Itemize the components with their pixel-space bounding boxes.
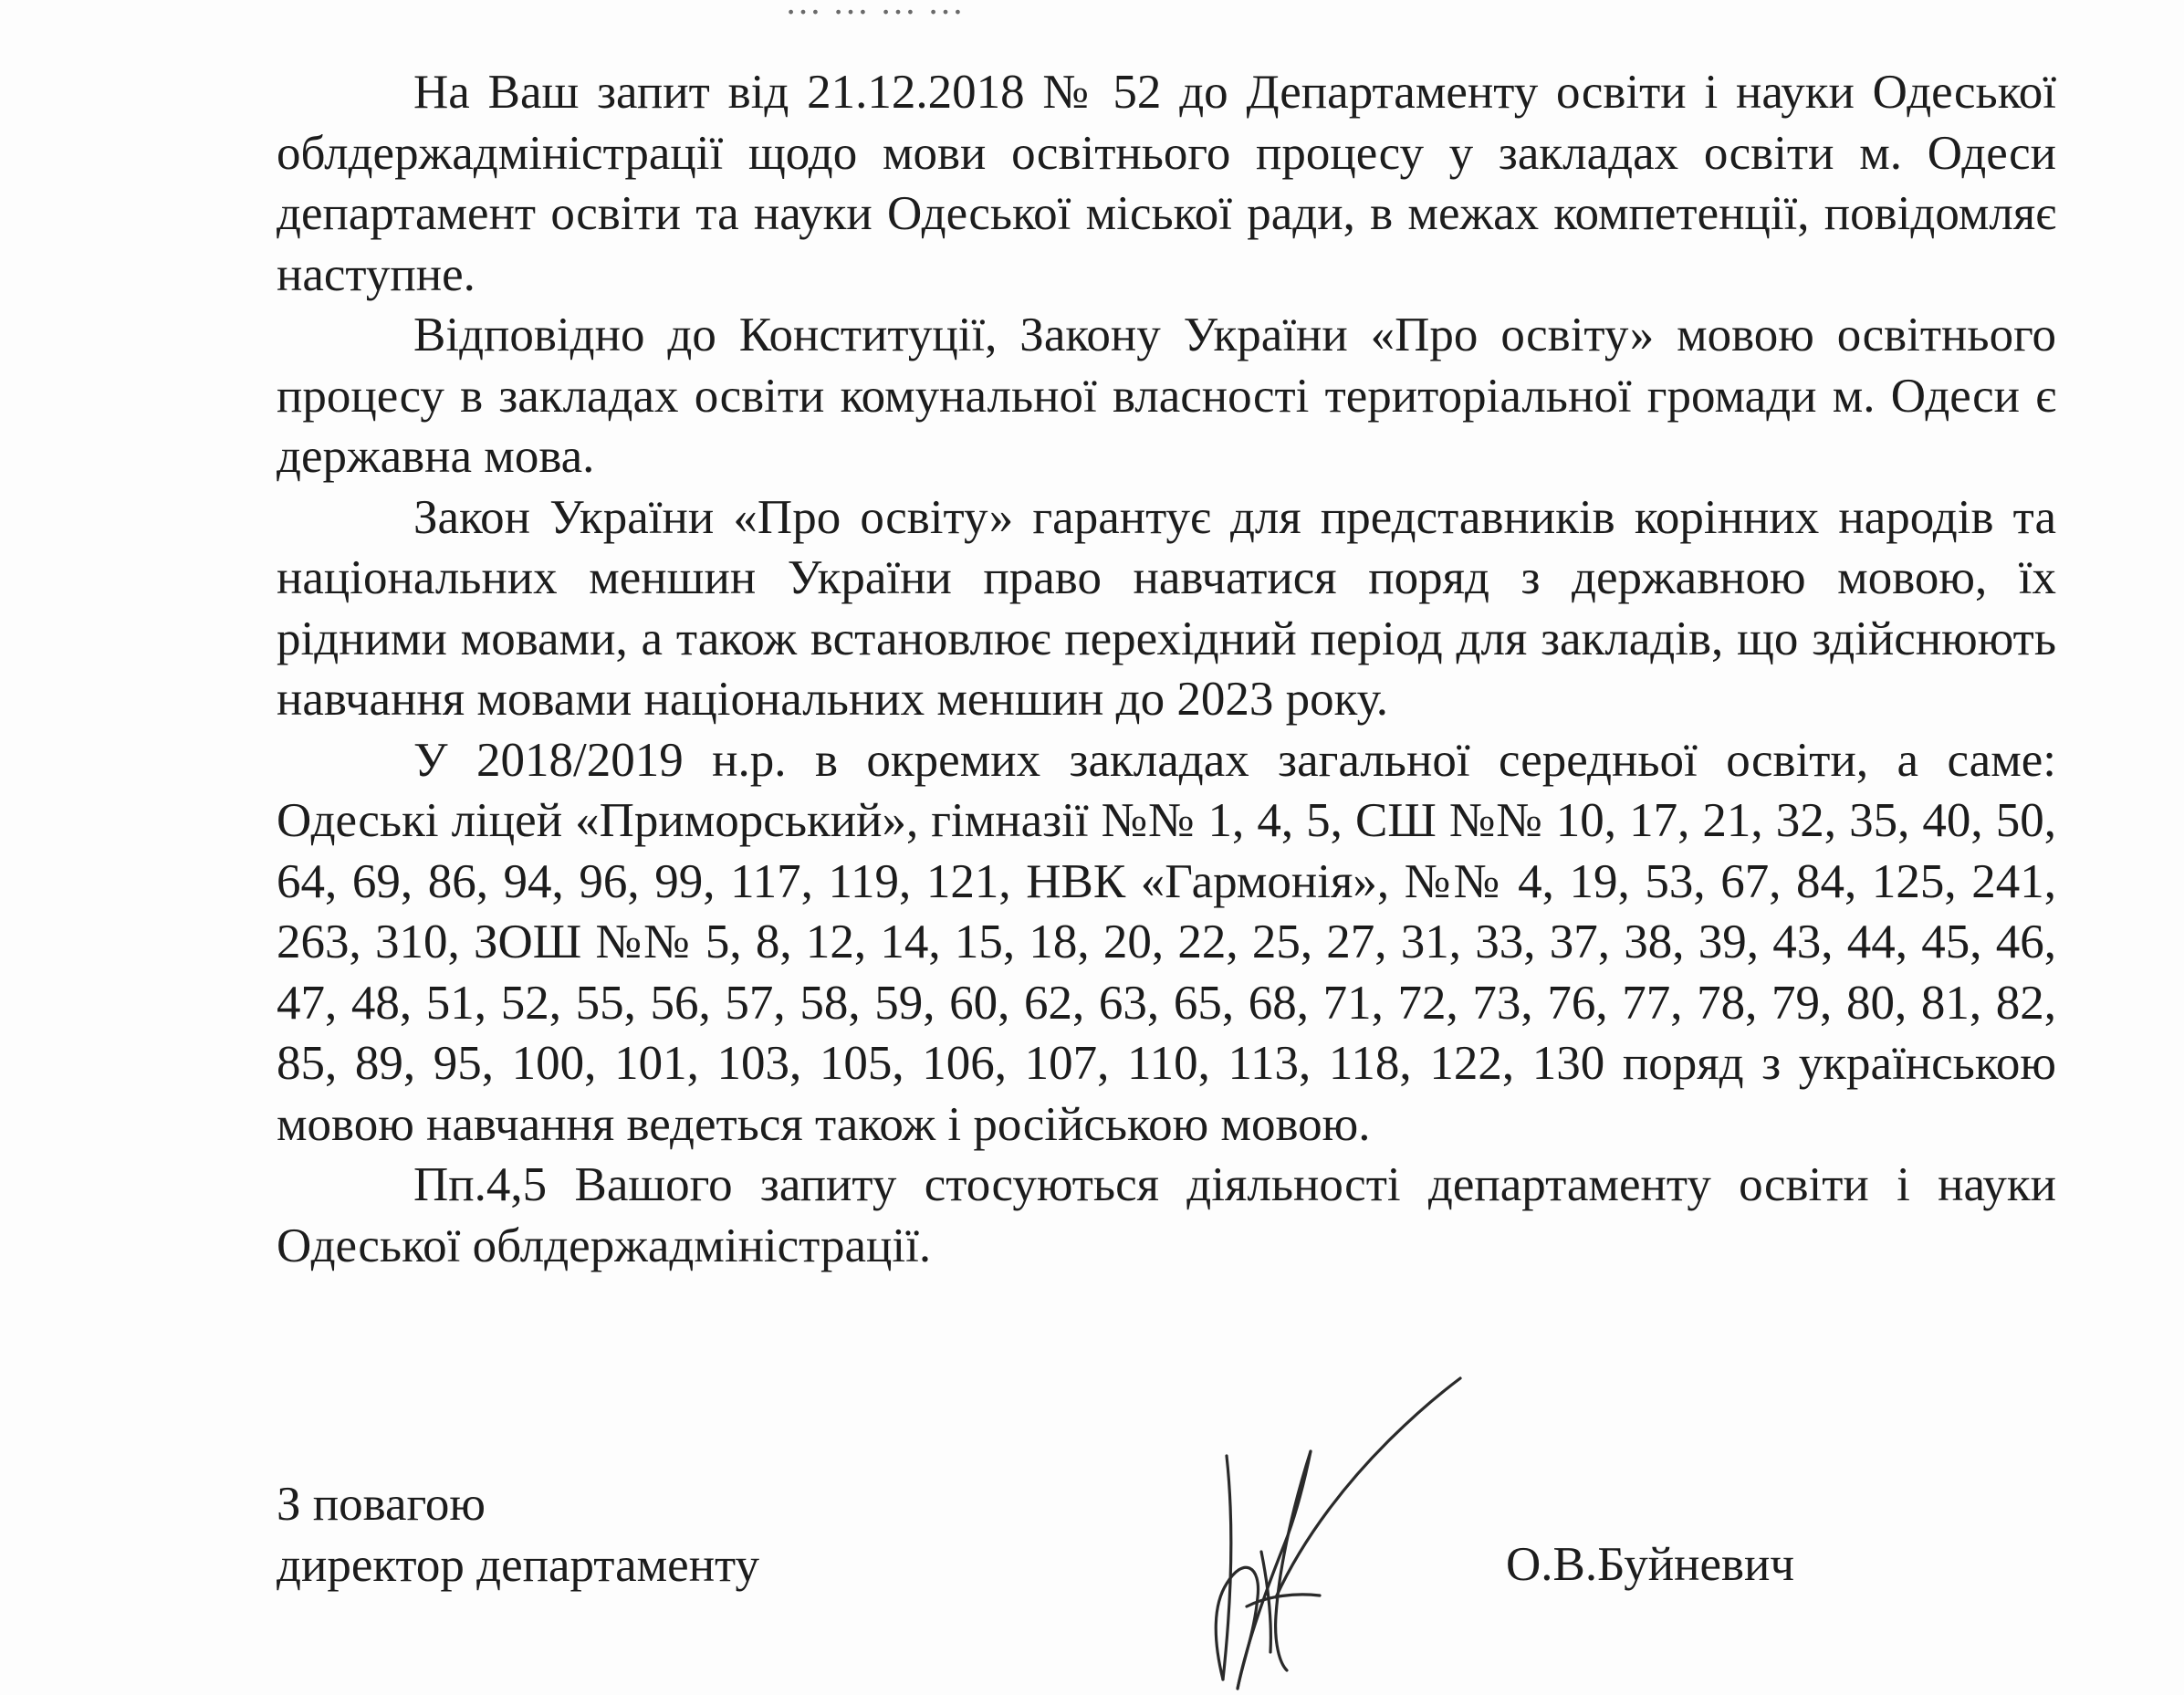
closing-position: директор департаменту <box>277 1538 760 1592</box>
paragraph-minorities-law: Закон України «Про освіту» гарантує для представників корінних народів та національних меншин України право навчатися поряд з державною мовою, їх рідними мовами, а також встановлює перехідний період для закладів, що здійснюють навчання мовами національних меншин до 2023 року. <box>277 490 2056 726</box>
paragraph-regional-department: Пп.4,5 Вашого запиту стосуються діяльності департаменту освіти і науки Одеської облдержадміністрації. <box>277 1158 2056 1272</box>
letter-body <box>277 62 2056 1276</box>
cropped-header-fragment: … … … … <box>785 0 965 22</box>
closing-regards: З повагою <box>277 1478 486 1531</box>
paragraph-request-reply: На Ваш запит від 21.12.2018 № 52 до Департаменту освіти і науки Одеської облдержадміністрації щодо мови освітнього процесу у закладах освіти м. Одеси департамент освіти та науки Одеської міської ради, в межах компетенції, повідомляє наступне. <box>277 66 2056 301</box>
paragraph-school-list: У 2018/2019 н.р. в окремих закладах загальної середньої освіти, а саме: Одеські ліцей «Приморський», гімназії №№ 1, 4, 5, СШ №№ 10, 17, 21, 32, 35, 40, 50, 64, 69, 86, 94, 96, 99, 117, 119, 121, НВК «Гармонія», №№ 4, 19, 53, 67, 84, 125, 241, 263, 310, ЗОШ №№ 5, 8, 12, 14, 15, 18, 20, 22, 25, 27, 31, 33, 37, 38, 39, 43, 44, 45, 46, 47, 48, 51, 52, 55, 56, 57, 58, 59, 60, 62, 63, 65, 68, 71, 72, 73, 76, 77, 78, 79, 80, 81, 82, 85, 89, 95, 100, 101, 103, 105, 106, 107, 110, 113, 118, 122, 130 поряд з українською мовою навчання ведеться також і російською мовою. <box>277 733 2056 1151</box>
signature-icon <box>1159 1369 1506 1695</box>
signer-name: О.В.Буйневич <box>1506 1538 1795 1591</box>
closing-block <box>277 1474 759 1596</box>
paragraph-state-language: Відповідно до Конституції, Закону України «Про освіту» мовою освітнього процесу в закладах освіти комунальної власності територіальної громади м. Одеси є державна мова. <box>277 309 2056 483</box>
